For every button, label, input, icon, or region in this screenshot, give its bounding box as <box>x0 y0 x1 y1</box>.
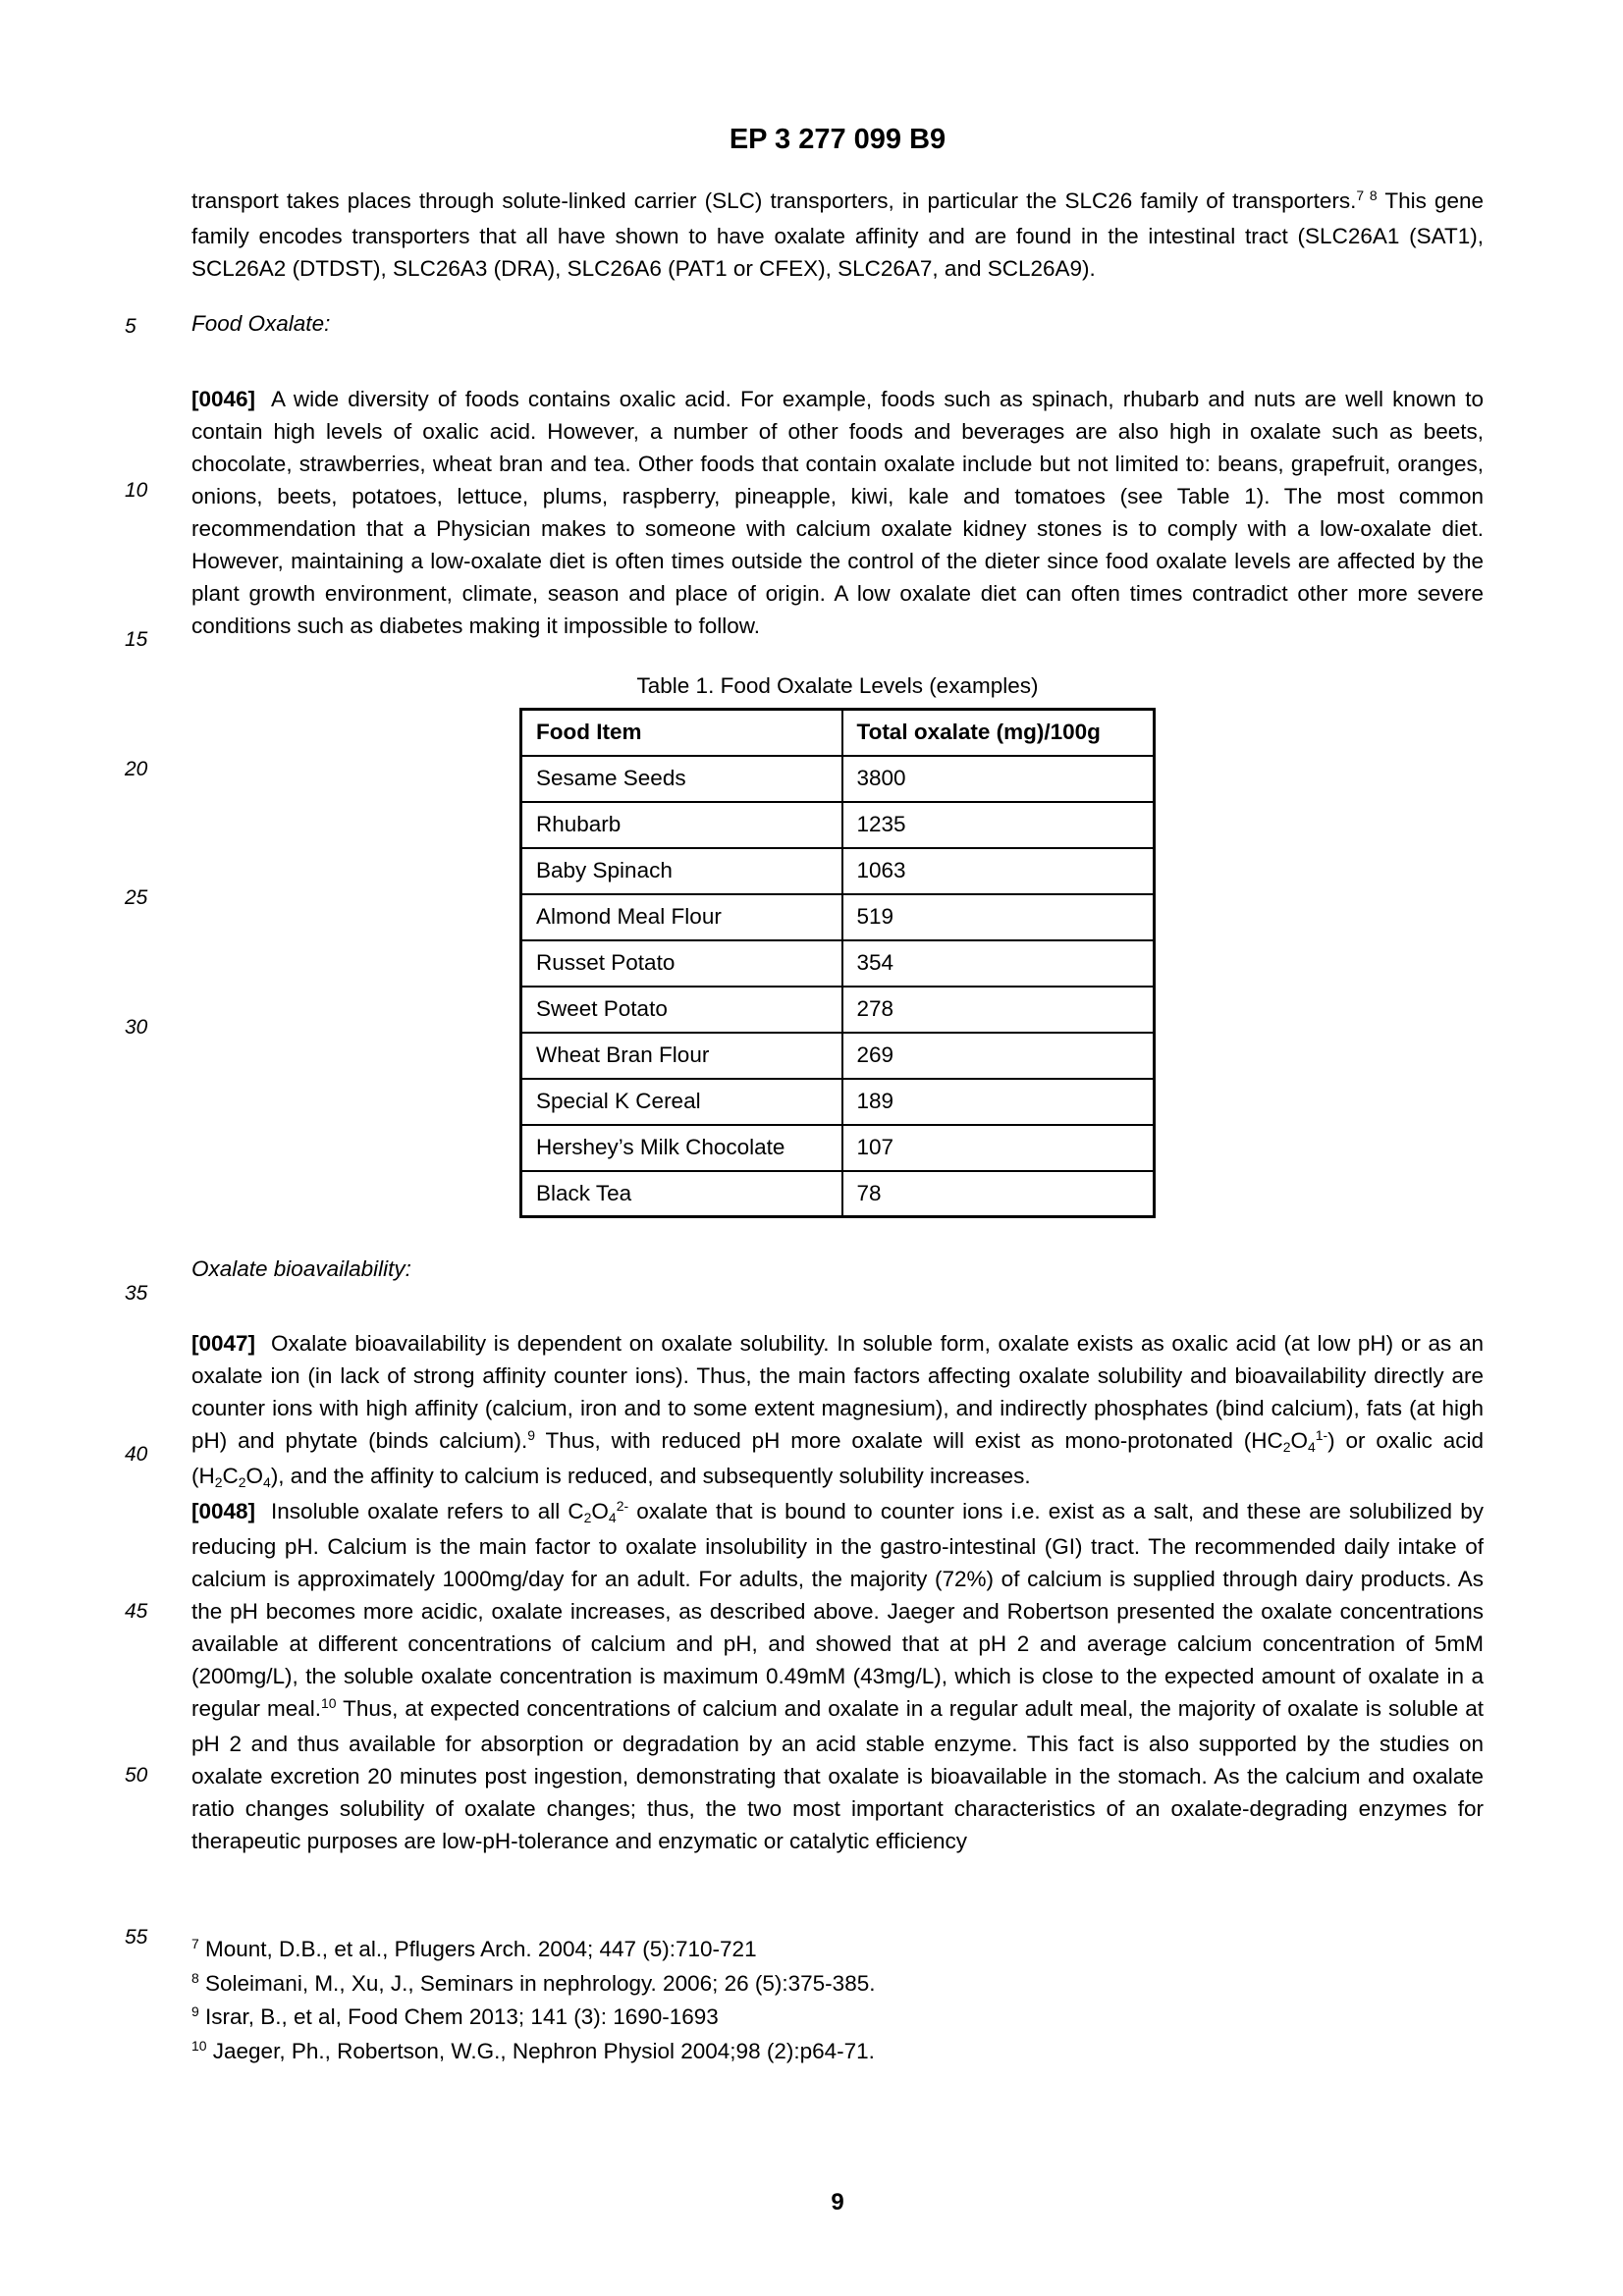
food-item-cell: Almond Meal Flour <box>521 894 842 940</box>
paragraph-0047: [0047] Oxalate bioavailability is dependent on oxalate solubility. In soluble form, oxalate exists as oxalic acid (at low pH) or as an oxalate ion (in lack of strong affinity counter ions). Thus, the main factors affecting oxalate solubility and bioavailability directly are counter ions with high affinity (calcium, iron and to some extent magnesium), and indirectly phosphates (bind calcium), fats (at high pH) and phytate (binds calcium).$^9$ Thus, with reduced pH more oxalate will exist as mono-protonated $(HC_2O_4^{1-})$ or oxalic acid $(H_2C_2O_4)$, and the affinity to calcium is reduced, and subsequently solubility increases. <box>191 1331 1485 1490</box>
footnote-text: Soleimani, M., Xu, J., Seminars in nephrology. 2006; 26 (5):375-385. <box>198 1970 876 1996</box>
footnote-text: Israr, B., et al, Food Chem 2013; 141 (3): 1690-1693 <box>198 2004 719 2029</box>
table-1-section <box>519 673 1156 1218</box>
oxalate-value-cell: 519 <box>842 894 1155 940</box>
column-header-total-oxalate: Total oxalate (mg)/100g <box>842 710 1155 756</box>
margin-line-number: 40 <box>125 1443 148 1466</box>
margin-line-number: 10 <box>125 479 148 502</box>
table-row <box>521 1125 1155 1171</box>
food-item-cell: Baby Spinach <box>521 848 842 894</box>
margin-line-number: 35 <box>125 1282 148 1305</box>
food-item-cell: Russet Potato <box>521 940 842 987</box>
section-heading-oxalate-bioavailability: Oxalate bioavailability: <box>191 1256 411 1281</box>
document-number: EP 3 277 099 B9 <box>729 124 947 155</box>
paragraph-0048: [0048] Insoluble oxalate refers to all $C_2O_4^{2-}$ oxalate that is bound to counter ions i.e. exist as a salt, and these are solubilized by reducing pH. Calcium is the main factor to oxalate insolubility in the gastro-intestinal (GI) tract. The recommended daily intake of calcium is approximately 1000mg/day for an adult. For adults, the majority (72%) of calcium is supplied through dairy products. As the pH becomes more acidic, oxalate increases, as described above. Jaeger and Robertson presented the oxalate concentrations available at different concentrations of calcium and pH, and showed that at pH 2 and average calcium concentration of 5mM (200mg/L), the soluble oxalate concentration is maximum 0.49mM (43mg/L), which is close to the expected amount of oxalate in a regular meal.$^{10}$ Thus, at expected concentrations of calcium and oxalate in a regular adult meal, the majority of oxalate is soluble at pH 2 and thus available for absorption or degradation by an acid stable enzyme. This fact is also supported by the studies on oxalate excretion 20 minutes post ingestion, demonstrating that oxalate is bioavailable in the stomach. As the calcium and oxalate ratio changes solubility of oxalate changes; thus, the two most important characteristics of an oxalate-degrading enzymes for therapeutic purposes are low-pH-tolerance and enzymatic or catalytic efficiency <box>191 1498 1485 1853</box>
table-row <box>521 1171 1155 1217</box>
table-row <box>521 1079 1155 1125</box>
oxalate-value-cell: 269 <box>842 1033 1155 1079</box>
oxalate-value-cell: 3800 <box>842 756 1155 802</box>
table-row <box>521 894 1155 940</box>
margin-line-number: 30 <box>125 1016 148 1039</box>
food-item-cell: Hershey’s Milk Chocolate <box>521 1125 842 1171</box>
food-item-cell: Black Tea <box>521 1171 842 1217</box>
food-oxalate-table <box>519 708 1156 1218</box>
margin-line-number: 50 <box>125 1764 148 1787</box>
table-row <box>521 940 1155 987</box>
margin-line-number: 5 <box>125 315 136 338</box>
oxalate-value-cell: 107 <box>842 1125 1155 1171</box>
margin-line-number: 25 <box>125 886 148 909</box>
margin-line-number: 45 <box>125 1600 148 1623</box>
food-item-cell: Sweet Potato <box>521 987 842 1033</box>
table-1-title: Table 1. Food Oxalate Levels (examples) <box>636 673 1039 698</box>
margin-line-number: 55 <box>125 1926 148 1949</box>
footnote-marker: 10 <box>191 2037 207 2054</box>
oxalate-value-cell: 278 <box>842 987 1155 1033</box>
table-row <box>521 802 1155 848</box>
footnote-text: Jaeger, Ph., Robertson, W.G., Nephron Physiol 2004;98 (2):p64-71. <box>206 2038 875 2063</box>
table-header-row <box>521 710 1155 756</box>
oxalate-value-cell: 1063 <box>842 848 1155 894</box>
footnote <box>191 2002 1484 2036</box>
footnote-text: Mount, D.B., et al., Pflugers Arch. 2004; 447 (5):710-721 <box>198 1937 757 1961</box>
oxalate-value-cell: 354 <box>842 940 1155 987</box>
paragraph-0046: [0046] A wide diversity of foods contains oxalic acid. For example, foods such as spinach, rhubarb and nuts are well known to contain high levels of oxalic acid. However, a number of other foods and beverages are also high in oxalate such as beets, chocolate, strawberries, wheat bran and tea. Other foods that contain oxalate include but not limited to: beans, grapefruit, oranges, onions, beets, potatoes, lettuce, plums, raspberry, pineapple, kiwi, kale and tomatoes (see Table 1). The most common recommendation that a Physician makes to someone with calcium oxalate kidney stones is to comply with a low-oxalate diet. However, maintaining a low-oxalate diet is often times outside the control of the dieter since food oxalate levels are affected by the plant growth environment, climate, season and place of origin. A low oxalate diet can often times contradict other more severe conditions such as diabetes making it impossible to follow. <box>191 387 1484 638</box>
column-header-food-item: Food Item <box>521 710 842 756</box>
food-item-cell: Rhubarb <box>521 802 842 848</box>
footnote <box>191 1934 1484 1968</box>
table-row <box>521 756 1155 802</box>
footnote <box>191 2036 1484 2070</box>
oxalate-value-cell: 78 <box>842 1171 1155 1217</box>
food-item-cell: Sesame Seeds <box>521 756 842 802</box>
food-item-cell: Wheat Bran Flour <box>521 1033 842 1079</box>
footnote <box>191 1968 1484 2002</box>
table-row <box>521 1033 1155 1079</box>
footnote-marker: 8 <box>191 1969 199 1986</box>
oxalate-value-cell: 1235 <box>842 802 1155 848</box>
footnote-marker: 9 <box>191 2003 199 2020</box>
table-row <box>521 848 1155 894</box>
page-number: 9 <box>831 2189 844 2216</box>
margin-line-number: 15 <box>125 628 148 651</box>
section-heading-food-oxalate: Food Oxalate: <box>191 311 331 336</box>
footnote-marker: 7 <box>191 1936 199 1952</box>
table-row <box>521 987 1155 1033</box>
food-item-cell: Special K Cereal <box>521 1079 842 1125</box>
footnotes <box>191 1934 1484 2069</box>
intro-paragraph: transport takes places through solute-linked carrier (SLC) transporters, in particular the SLC26 family of transporters.$^{7 8}$ This gene family encodes transporters that all have shown to have oxalate affinity and are found in the intestinal tract (SLC26A1 (SAT1), SCL26A2 (DTDST), SLC26A3 (DRA), SLC26A6 (PAT1 or CFEX), SLC26A7, and SCL26A9). <box>191 187 1484 281</box>
margin-line-number: 20 <box>125 758 148 780</box>
oxalate-value-cell: 189 <box>842 1079 1155 1125</box>
